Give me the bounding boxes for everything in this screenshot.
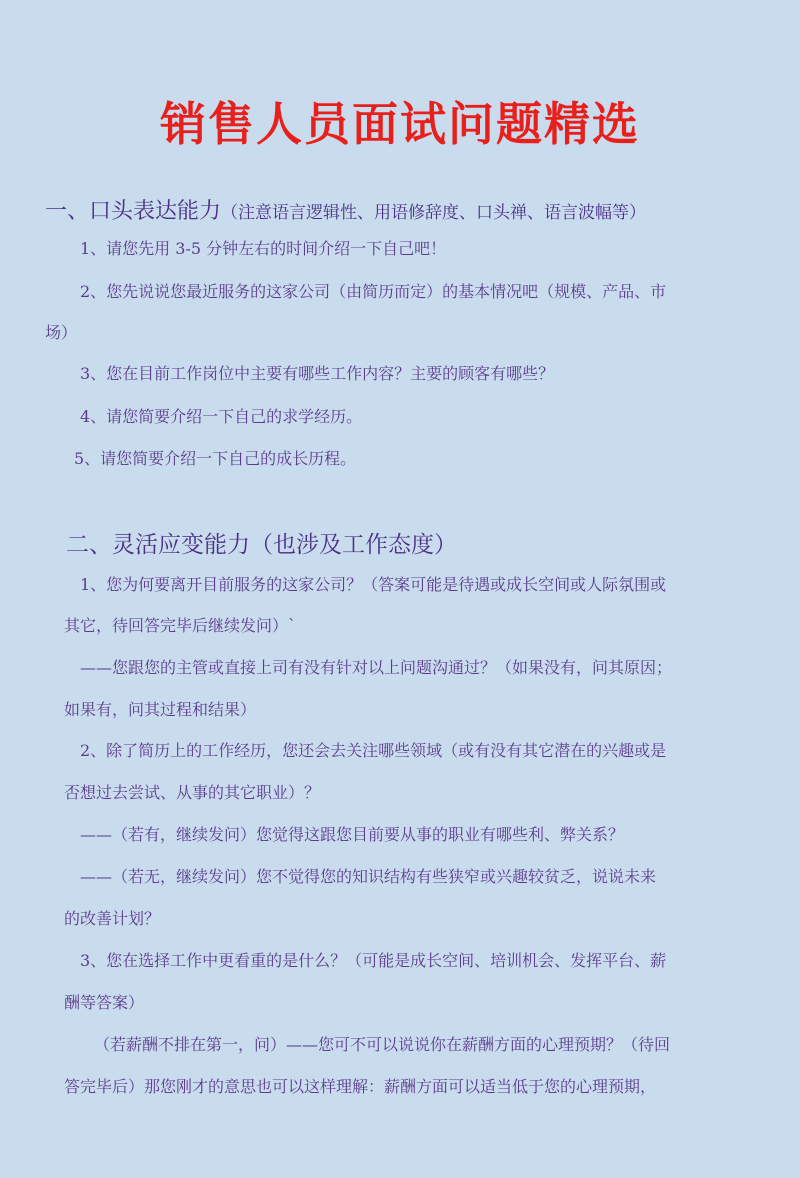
section-2-line: 其它，待回答完毕后继续发问）`: [64, 616, 297, 635]
section-2-heading: 二、灵活应变能力（也涉及工作态度）: [66, 532, 457, 558]
section-2-line: 答完毕后）那您刚才的意思也可以这样理解：薪酬方面可以适当低于您的心理预期，: [64, 1077, 657, 1096]
section-2-line: ——（若有，继续发问）您觉得这跟您目前要从事的职业有哪些利、弊关系？: [80, 825, 625, 844]
section-2-line: ——您跟您的主管或直接上司有没有针对以上问题沟通过？（如果没有，问其原因；: [80, 658, 673, 677]
section-2-line: 的改善计划？: [64, 909, 161, 928]
section-2-line: 如果有，问其过程和结果）: [64, 700, 257, 719]
section-1-line: 3、您在目前工作岗位中主要有哪些工作内容？主要的顾客有哪些？: [80, 364, 555, 383]
section-1-title: 一、口头表达能力: [45, 199, 222, 224]
section-1-heading: [45, 194, 795, 225]
section-2-line: 2、除了简历上的工作经历，您还会去关注哪些领域（或有没有其它潜在的兴趣或是: [80, 741, 667, 760]
section-2-line: 3、您在选择工作中更看重的是什么？（可能是成长空间、培训机会、发挥平台、薪: [80, 951, 667, 970]
section-1-note: （注意语言逻辑性、用语修辞度、口头禅、语言波幅等）: [221, 203, 647, 223]
section-2-line: 1、您为何要离开目前服务的这家公司？（答案可能是待遇或成长空间或人际氛围或: [80, 575, 667, 594]
section-1-line: 1、请您先用 3-5 分钟左右的时间介绍一下自己吧！: [80, 239, 447, 258]
section-2-line: （若薪酬不排在第一，问）——您可不可以说说你在薪酬方面的心理预期？（待回: [94, 1035, 671, 1054]
page-title: 销售人员面试问题精选: [160, 97, 640, 151]
section-2-line: 否想过去尝试、从事的其它职业）？: [64, 783, 321, 802]
section-2-line: ——（若无，继续发问）您不觉得您的知识结构有些狭窄或兴趣较贫乏，说说未来: [80, 867, 657, 886]
section-1-line: 场）: [45, 323, 78, 342]
section-1-line: 2、您先说说您最近服务的这家公司（由简历而定）的基本情况吧（规模、产品、市: [80, 282, 667, 301]
section-1-line: 4、请您简要介绍一下自己的求学经历。: [80, 407, 363, 426]
section-1-line: 5、请您简要介绍一下自己的成长历程。: [74, 449, 357, 468]
section-2-line: 酬等答案）: [64, 993, 145, 1012]
